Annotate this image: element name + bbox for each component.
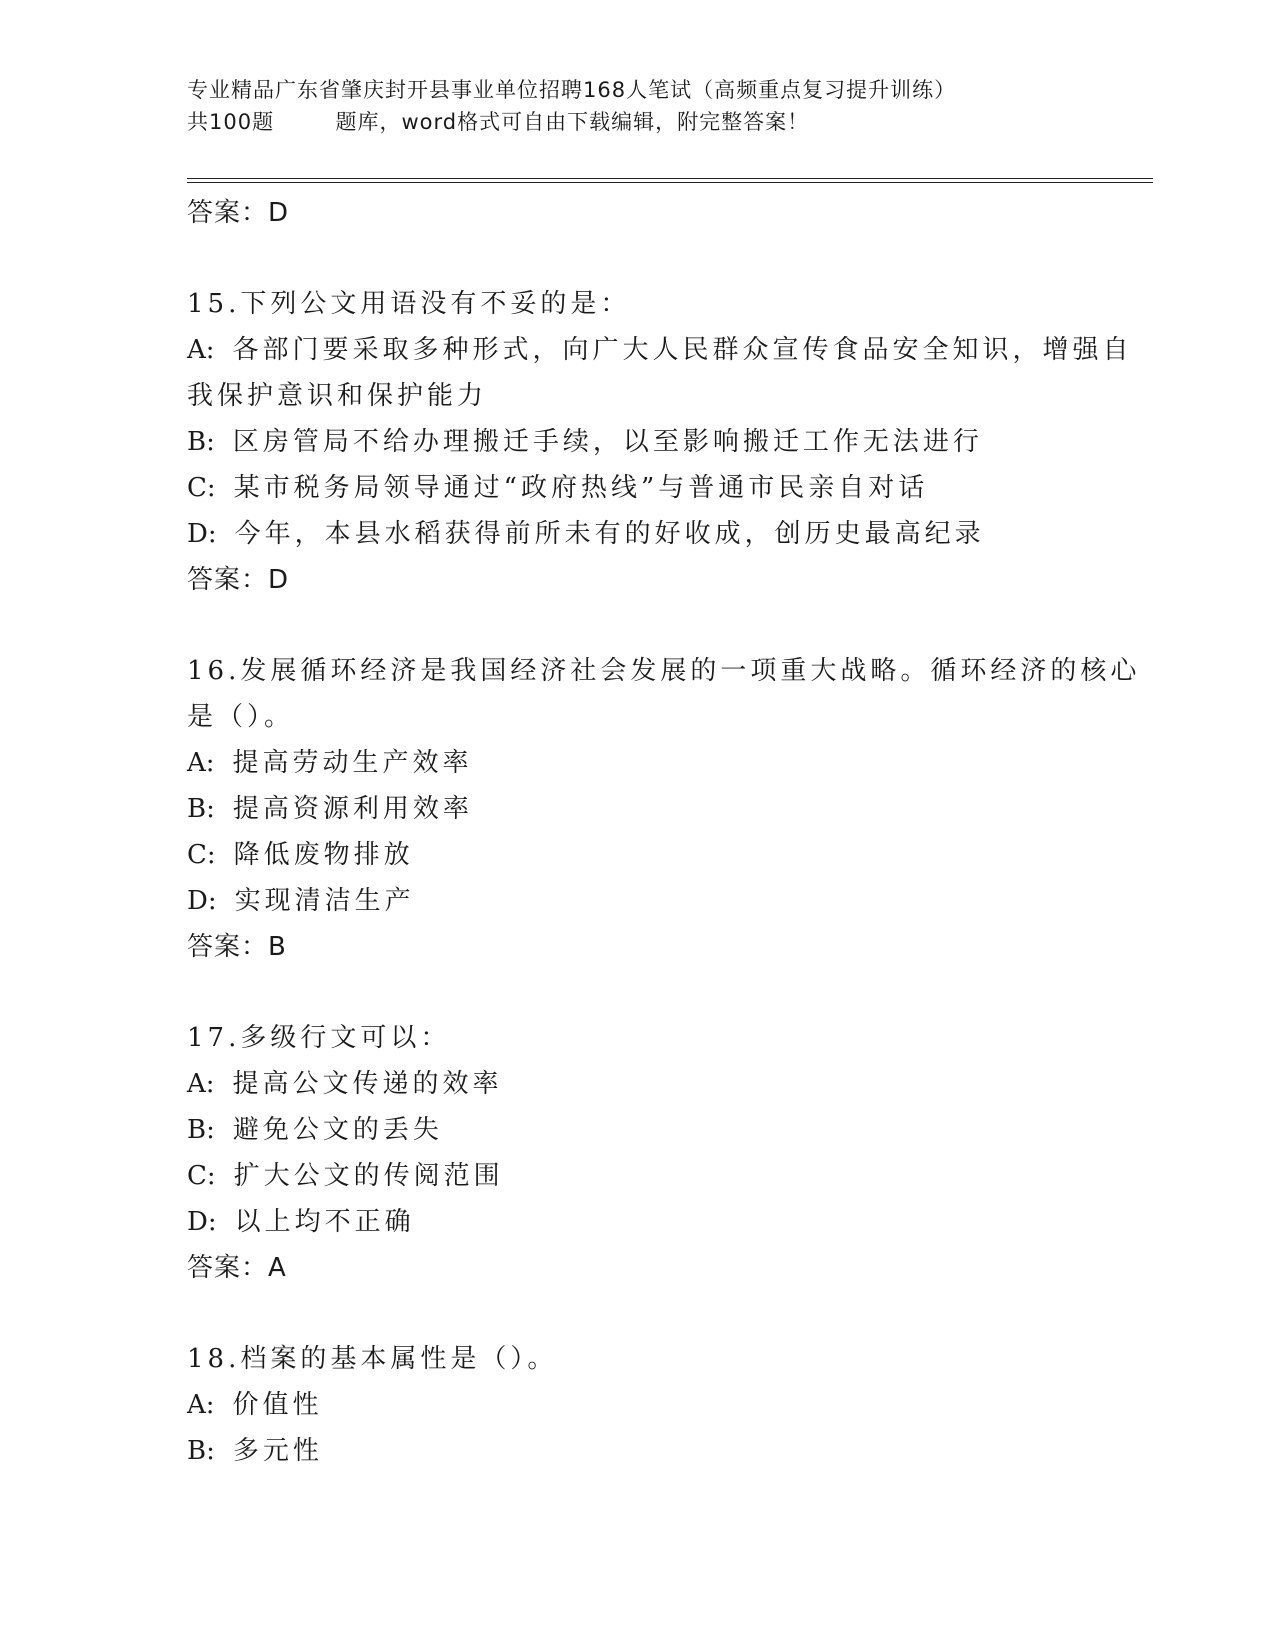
question-block (187, 648, 1147, 970)
option-letter: A: (187, 1069, 215, 1099)
option-text: 实现清洁生产 (234, 886, 415, 916)
option-text: 区房管局不给办理搬迁手续，以至影响搬迁工作无法进行 (232, 427, 983, 457)
option-text: 以上均不正确 (234, 1207, 415, 1237)
answer-option (187, 1061, 1147, 1107)
question-stem: 18.档案的基本属性是（）。 (187, 1344, 558, 1374)
question-stem: 16.发展循环经济是我国经济社会发展的一项重大战略。循环经济的核心是（）。 (187, 656, 1141, 732)
answer-option (187, 832, 1147, 878)
option-letter: C: (187, 473, 216, 503)
answer-option (187, 878, 1147, 924)
question-stem: 17.多级行文可以： (187, 1023, 451, 1053)
answer-option (187, 1199, 1147, 1245)
header-title-line-1: 专业精品广东省肇庆封开县事业单位招聘168人笔试（高频重点复习提升训练） (187, 78, 957, 102)
answer-option (187, 786, 1147, 832)
answer-option (187, 740, 1147, 786)
answer-line: 答案：A (187, 1253, 287, 1283)
option-letter: C: (187, 840, 216, 870)
option-letter: D: (187, 1207, 217, 1237)
option-text: 今年，本县水稻获得前所未有的好收成，创历史最高纪录 (234, 519, 985, 549)
option-letter: B: (187, 794, 215, 824)
question-block (187, 1336, 1147, 1474)
option-text: 扩大公文的传阅范围 (233, 1161, 504, 1191)
option-letter: A: (187, 748, 215, 778)
answer-line: 答案：D (187, 565, 290, 595)
option-letter: B: (187, 1115, 215, 1145)
answer-option (187, 1107, 1147, 1153)
document-header (187, 74, 1087, 138)
option-text: 价值性 (232, 1390, 323, 1420)
question-block (187, 1015, 1147, 1291)
option-text: 提高资源利用效率 (232, 794, 473, 824)
option-text: 降低废物排放 (233, 840, 414, 870)
answer-option (187, 327, 1147, 419)
previous-answer: 答案：D (187, 198, 290, 228)
option-letter: B: (187, 1436, 215, 1466)
header-divider-bottom (187, 182, 1153, 183)
option-letter: B: (187, 427, 215, 457)
answer-option (187, 1428, 1147, 1474)
option-text: 提高公文传递的效率 (232, 1069, 503, 1099)
answer-line: 答案：B (187, 932, 287, 962)
question-list (187, 281, 1147, 1474)
option-text: 避免公文的丢失 (232, 1115, 443, 1145)
option-letter: C: (187, 1161, 216, 1191)
option-text: 提高劳动生产效率 (232, 748, 473, 778)
answer-option (187, 511, 1147, 557)
question-stem: 15.下列公文用语没有不妥的是： (187, 289, 631, 319)
answer-option (187, 419, 1147, 465)
option-letter: D: (187, 519, 217, 549)
header-title-line-2: 共100题 题库，word格式可自由下载编辑，附完整答案！ (187, 110, 810, 134)
option-letter: A: (187, 335, 215, 365)
option-letter: A: (187, 1390, 215, 1420)
option-text: 各部门要采取多种形式，向广大人民群众宣传食品安全知识，增强自我保护意识和保护能力 (187, 335, 1133, 411)
answer-option (187, 1382, 1147, 1428)
answer-option (187, 1153, 1147, 1199)
option-letter: D: (187, 886, 217, 916)
header-divider-top (187, 178, 1153, 179)
document-body (187, 190, 1147, 1519)
question-block (187, 281, 1147, 603)
option-text: 某市税务局领导通过“政府热线”与普通市民亲自对话 (233, 473, 929, 503)
option-text: 多元性 (232, 1436, 323, 1466)
answer-option (187, 465, 1147, 511)
